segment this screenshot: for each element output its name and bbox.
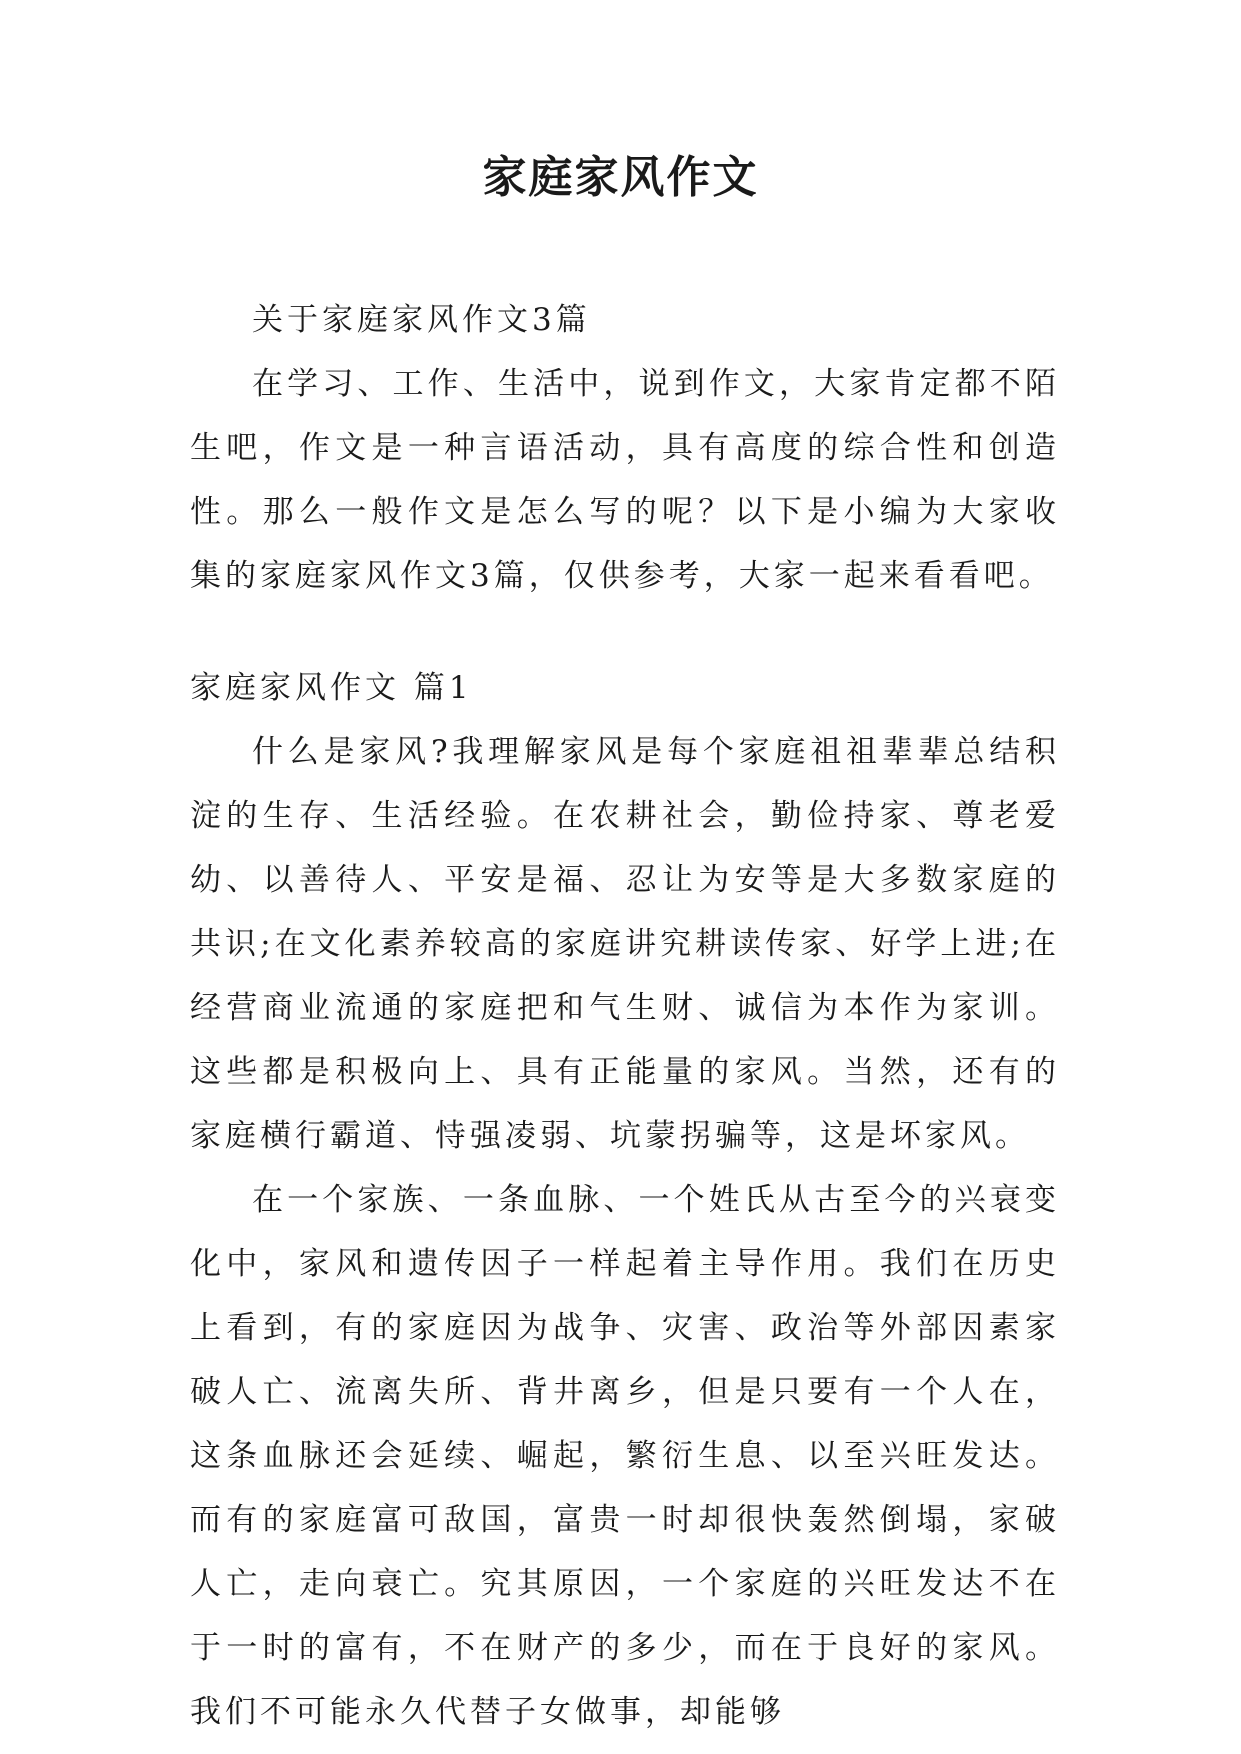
document-body — [190, 288, 1060, 1744]
section-heading: 家庭家风作文 篇1 — [190, 670, 473, 706]
body-paragraph: 什么是家风?我理解家风是每个家庭祖祖辈辈总结积淀的生存、生活经验。在农耕社会，勤俭持家、尊老爱幼、以善待人、平安是福、忍让为安等是大多数家庭的共识;在文化素养较高的家庭讲究耕读传家、好学上进;在经营商业流通的家庭把和气生财、诚信为本作为家训。这些都是积极向上、具有正能量的家风。当然，还有的家庭横行霸道、恃强凌弱、坑蒙拐骗等，这是坏家风。 — [190, 734, 1060, 1154]
intro-paragraph: 在学习、工作、生活中，说到作文，大家肯定都不陌生吧，作文是一种言语活动，具有高度的综合性和创造性。那么一般作文是怎么写的呢？以下是小编为大家收集的家庭家风作文3篇，仅供参考，大家一起来看看吧。 — [190, 366, 1060, 594]
document-title: 家庭家风作文 — [482, 152, 759, 203]
document-subtitle: 关于家庭家风作文3篇 — [252, 302, 591, 338]
body-paragraph: 在一个家族、一条血脉、一个姓氏从古至今的兴衰变化中，家风和遗传因子一样起着主导作用。我们在历史上看到，有的家庭因为战争、灾害、政治等外部因素家破人亡、流离失所、背井离乡，但是只要有一个人在，这条血脉还会延续、崛起，繁衍生息、以至兴旺发达。而有的家庭富可敌国，富贵一时却很快轰然倒塌，家破人亡，走向衰亡。究其原因，一个家庭的兴旺发达不在于一时的富有，不在财产的多少，而在于良好的家风。我们不可能永久代替子女做事，却能够 — [190, 1182, 1060, 1730]
